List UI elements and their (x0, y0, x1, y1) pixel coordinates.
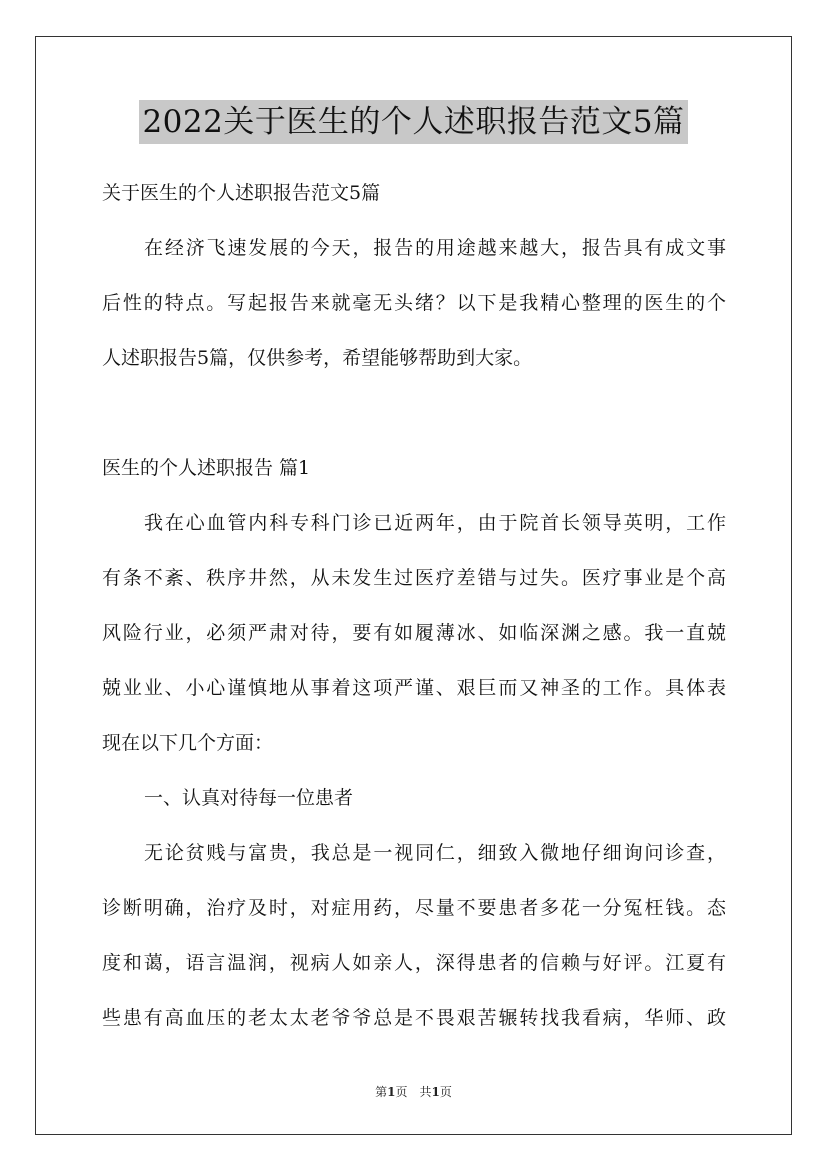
section-heading: 医生的个人述职报告 篇1 (102, 457, 311, 479)
paragraph-line: 风险行业，必须严肃对待，要有如履薄冰、如临深渊之感。我一直兢 (102, 622, 726, 644)
subsection-heading: 一、认真对待每一位患者 (144, 787, 354, 809)
document-body (102, 166, 726, 1046)
page-number: 1 (387, 1085, 396, 1099)
page-prefix: 第 (375, 1085, 388, 1099)
page-mid: 页 共 (395, 1085, 432, 1099)
paragraph-line: 现在以下几个方面： (102, 732, 274, 754)
title-container (0, 100, 827, 144)
document-title: 2022关于医生的个人述职报告范文5篇 (139, 100, 687, 144)
paragraph-line: 些患有高血压的老太太老爷爷总是不畏艰苦辗转找我看病，华师、政 (102, 1007, 726, 1029)
paragraph-line: 兢业业、小心谨慎地从事着这项严谨、艰巨而又神圣的工作。具体表 (102, 677, 726, 699)
paragraph-line: 无论贫贱与富贵，我总是一视同仁，细致入微地仔细询问诊查， (144, 842, 726, 864)
document-subtitle: 关于医生的个人述职报告范文5篇 (102, 182, 381, 204)
paragraph-line: 有条不紊、秩序井然，从未发生过医疗差错与过失。医疗事业是个高 (102, 567, 726, 589)
page-footer (0, 1083, 827, 1100)
blank-line (102, 386, 726, 441)
page-total: 1 (431, 1085, 440, 1099)
intro-line-2: 后性的特点。写起报告来就毫无头绪？以下是我精心整理的医生的个 (102, 292, 726, 314)
paragraph-line: 诊断明确，治疗及时，对症用药，尽量不要患者多花一分冤枉钱。态 (102, 897, 726, 919)
intro-line-3: 人述职报告5篇，仅供参考，希望能够帮助到大家。 (102, 347, 533, 369)
paragraph-line: 我在心血管内科专科门诊已近两年，由于院首长领导英明，工作 (144, 512, 726, 534)
intro-line-1: 在经济飞速发展的今天，报告的用途越来越大，报告具有成文事 (144, 237, 726, 259)
paragraph-line: 度和蔼，语言温润，视病人如亲人，深得患者的信赖与好评。江夏有 (102, 952, 726, 974)
page-suffix: 页 (439, 1085, 452, 1099)
